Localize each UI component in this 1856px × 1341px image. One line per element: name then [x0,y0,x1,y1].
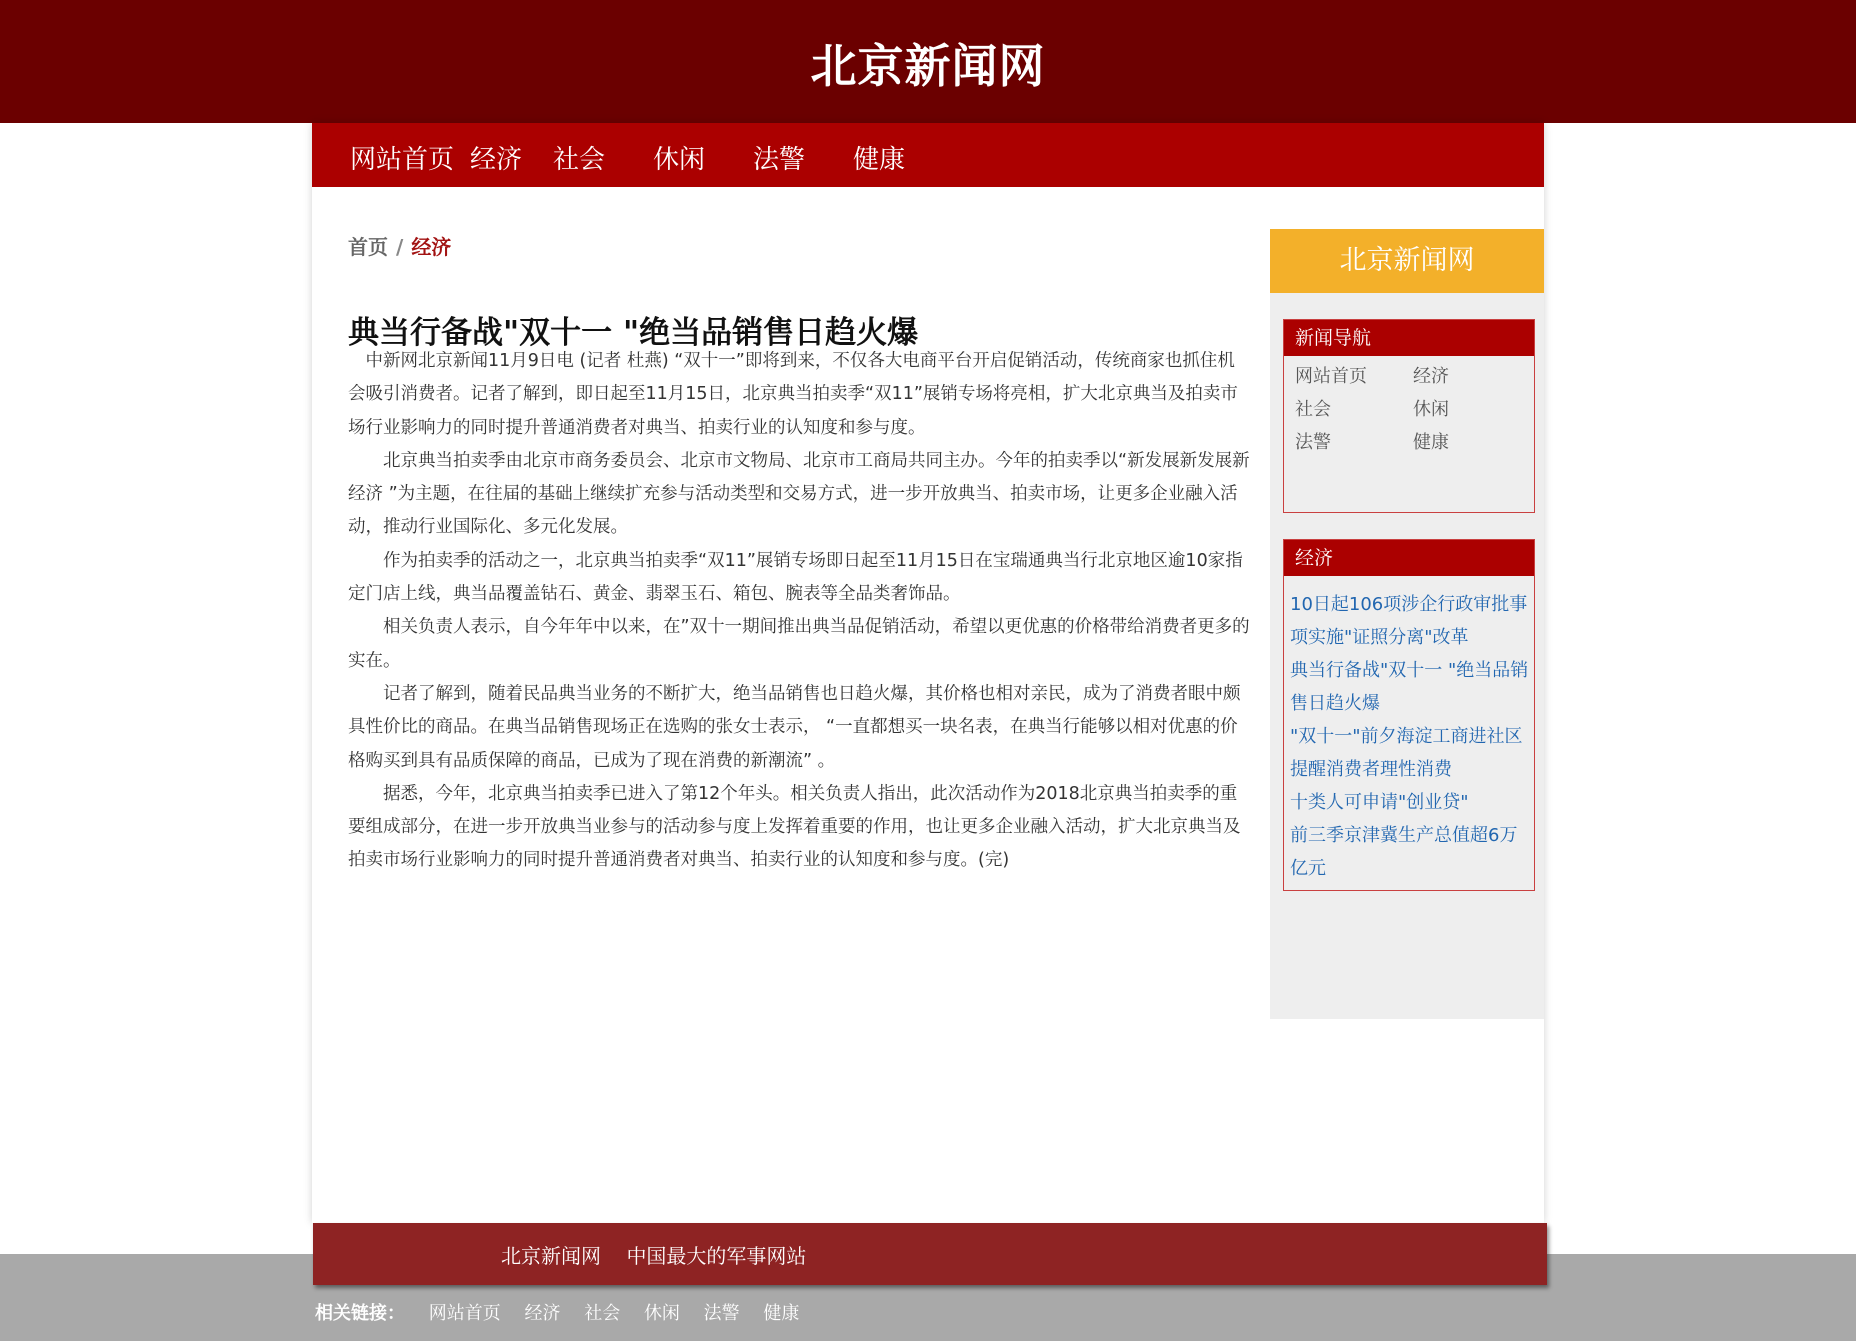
article-paragraph: 记者了解到，随着民品典当业务的不断扩大，绝当品销售也日趋火爆，其价格也相对亲民，成为了消费者眼中颇具性价比的商品。在典当品销售现场正在选购的张女士表示， “一直都想买一块名表，在典当行能够以相对优惠的价格购买到具有品质保障的商品，已成为了现在消费的新潮流” 。 [348,683,1241,771]
nav-item-leisure[interactable]: 休闲 [653,145,706,175]
economy-news-link[interactable]: "双十一"前夕海淀工商进社区提醒消费者理性消费 [1290,726,1523,780]
article-paragraph: 中新网北京新闻11月9日电 (记者 杜燕) “双十一”即将到来，不仅各大电商平台开启促销活动，传统商家也抓住机会吸引消费者。记者了解到，即日起至11月15日，北京典当拍卖季“双11”展销专场将亮相，扩大北京典当及拍卖市场行业影响力的同时提升普通消费者对典当、拍卖行业的认知度和参与度。 [348,351,1238,438]
sidebar-nav-leisure[interactable]: 休闲 [1413,399,1449,420]
breadcrumb-current[interactable]: 经济 [411,235,452,259]
footer-link-health[interactable]: 健康 [763,1303,800,1324]
site-title: 北京新闻网 [810,39,1046,93]
top-header [0,0,1856,123]
sidebar-nav-health[interactable]: 健康 [1413,432,1449,453]
page-container [312,123,1544,1223]
economy-news-link[interactable]: 十类人可申请"创业贷" [1290,792,1469,813]
nav-item-economy[interactable]: 经济 [470,145,523,175]
sidebar-nav-society[interactable]: 社会 [1295,399,1331,420]
footer-text [501,1240,806,1269]
article-body [348,345,1250,878]
sidebar-nav-economy[interactable]: 经济 [1413,366,1449,387]
related-links-label: 相关链接： [315,1303,405,1324]
nav-item-home[interactable]: 网站首页 [350,145,455,175]
main-nav [312,123,1544,187]
economy-news-link[interactable]: 10日起106项涉企行政审批事项实施"证照分离"改革 [1290,594,1528,648]
economy-box-title: 经济 [1284,540,1534,576]
sidebar-nav-home[interactable]: 网站首页 [1295,366,1367,387]
nav-item-health[interactable]: 健康 [853,145,906,175]
economy-box [1283,539,1535,891]
news-nav-box [1283,319,1535,513]
economy-news-link[interactable]: 典当行备战"双十一 "绝当品销售日趋火爆 [1290,660,1529,714]
footer-link-home[interactable]: 网站首页 [428,1303,501,1324]
article-paragraph: 据悉，今年，北京典当拍卖季已进入了第12个年头。相关负责人指出，此次活动作为2018北京典当拍卖季的重要组成部分，在进一步开放典当业参与的活动参与度上发挥着重要的作用，也让更多企业融入活动，扩大北京典当及拍卖市场行业影响力的同时提升普通消费者对典当、拍卖行业的认知度和参与度。(完) [348,783,1241,871]
economy-news-list [1284,576,1534,885]
footer-link-society[interactable]: 社会 [584,1303,621,1324]
related-links [315,1299,817,1325]
footer-tagline: 中国最大的军事网站 [626,1244,807,1268]
footer-site-name: 北京新闻网 [501,1244,601,1268]
article-paragraph: 作为拍卖季的活动之一，北京典当拍卖季“双11”展销专场即日起至11月15日在宝瑞通典当行北京地区逾10家指定门店上线，典当品覆盖钻石、黄金、翡翠玉石、箱包、腕表等全品类奢饰品。 [348,550,1243,605]
nav-item-law[interactable]: 法警 [753,145,806,175]
footer-banner [313,1223,1547,1285]
article-paragraph: 北京典当拍卖季由北京市商务委员会、北京市文物局、北京市工商局共同主办。今年的拍卖季以“新发展新发展新经济 ”为主题，在往届的基础上继续扩充参与活动类型和交易方式，进一步开放典当、拍卖市场，让更多企业融入活动，推动行业国际化、多元化发展。 [348,450,1250,538]
economy-news-link[interactable]: 前三季京津冀生产总值超6万亿元 [1290,825,1518,879]
sidebar [1270,229,1544,1019]
footer-link-law[interactable]: 法警 [703,1303,740,1324]
breadcrumb-home[interactable]: 首页 [348,235,388,259]
breadcrumb [348,231,451,260]
sidebar-header: 北京新闻网 [1270,229,1544,293]
news-nav-grid [1284,356,1534,506]
article-paragraph: 相关负责人表示，自今年年中以来，在”双十一期间推出典当品促销活动，希望以更优惠的价格带给消费者更多的实在。 [348,617,1250,671]
breadcrumb-separator: / [396,235,404,259]
sidebar-nav-law[interactable]: 法警 [1295,432,1331,453]
footer-link-economy[interactable]: 经济 [524,1303,561,1324]
nav-item-society[interactable]: 社会 [553,145,606,175]
article-title: 典当行备战"双十一 "绝当品销售日趋火爆 [348,315,919,351]
footer-link-leisure[interactable]: 休闲 [643,1303,680,1324]
news-nav-title: 新闻导航 [1284,320,1534,356]
